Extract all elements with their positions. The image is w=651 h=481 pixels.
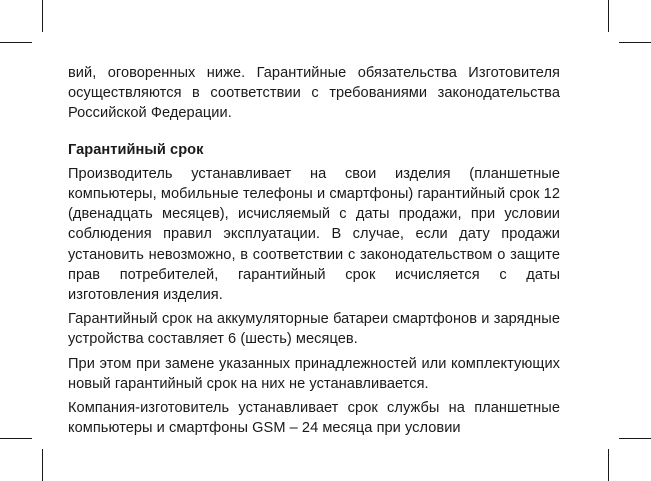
paragraph-replacement: При этом при замене указанных принадлежностей или комплектующих новый гарантийный срок на них не устанавливается. — [68, 355, 560, 392]
crop-mark-bottom-left-vertical — [42, 449, 43, 481]
paragraph-service-life: Компания-изготовитель устанавливает срок службы на планшетные компьютеры и смартфоны GSM – 24 месяца при условии — [68, 400, 560, 437]
crop-mark-bottom-right-vertical — [608, 449, 609, 481]
crop-mark-bottom-left-horizontal — [0, 438, 32, 439]
crop-mark-top-right-vertical — [608, 0, 609, 32]
crop-mark-top-left-vertical — [42, 0, 43, 32]
document-body — [68, 63, 560, 438]
crop-mark-top-right-horizontal — [619, 42, 651, 43]
section-heading: Гарантийный срок — [68, 141, 204, 158]
intro-paragraph: вий, оговоренных ниже. Гарантийные обязательства Изготовителя осуществляются в соответствии с требованиями законодательства Российской Федерации. — [68, 65, 560, 122]
paragraph-battery-warranty: Гарантийный срок на аккумуляторные батареи смартфонов и зарядные устройства составляет 6 (шесть) месяцев. — [68, 311, 560, 348]
paragraph-warranty-period: Производитель устанавливает на свои изделия (планшетные компьютеры, мобильные телефоны и смартфоны) гарантийный срок 12 (двенадцать месяцев), исчисляемый с даты продажи, при условии соблюдения правил эксплуатации. В случае, если дату продажи установить невозможно, в соответствии с законодательством о защите прав потребителей, гарантийный срок исчисляется с даты изготовления изделия. — [68, 165, 560, 304]
crop-mark-top-left-horizontal — [0, 42, 32, 43]
crop-mark-bottom-right-horizontal — [619, 438, 651, 439]
